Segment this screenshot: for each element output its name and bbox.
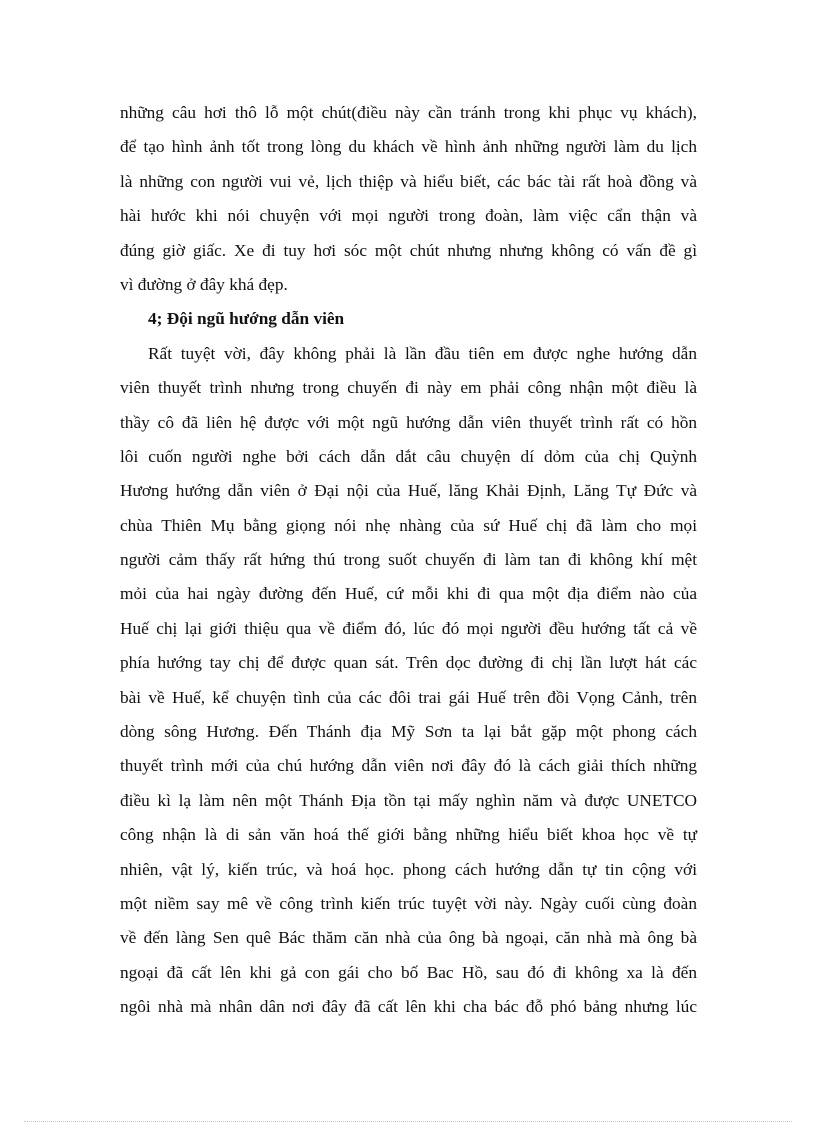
text-line: về đến làng Sen quê Bác thăm căn nhà của ông bà ngoại, căn nhà mà ông bà [120, 928, 697, 948]
text-line: phía hướng tay chị để được quan sát. Trên dọc đường đi chị lần lượt hát các [120, 653, 697, 673]
text-line: thuyết trình mới của chú hướng dẫn viên nơi đây đó là cách giải thích những [120, 756, 697, 776]
text-line: vì đường ở đây khá đẹp. [120, 274, 288, 294]
text-line: chùa Thiên Mụ bằng giọng nói nhẹ nhàng của sứ Huế chị đã làm cho mọi [120, 515, 697, 535]
text-line: Huế chị lại giới thiệu qua về điểm đó, lúc đó mọi người đều hướng tất cả về [120, 618, 697, 638]
section-heading: 4; Đội ngũ hướng dẫn viên [148, 309, 345, 329]
text-line: công nhận là di sản văn hoá thế giới bằng những hiểu biết khoa học về tự [120, 825, 697, 845]
text-line: là những con người vui vẻ, lịch thiệp và hiểu biết, các bác tài rất hoà đồng và [120, 171, 697, 191]
text-line: ngôi nhà mà nhân dân nơi đây đã cất lên khi cha bác đỗ phó bảng nhưng lúc [120, 997, 697, 1017]
text-line: đúng giờ giấc. Xe đi tuy hơi sóc một chút nhưng nhưng không có vấn đề gì [120, 240, 697, 260]
text-line: nhiên, vật lý, kiến trúc, và hoá học. phong cách hướng dẫn tự tin cộng với [120, 859, 697, 879]
text-line: hài hước khi nói chuyện với mọi người trong đoàn, làm việc cẩn thận và [120, 206, 697, 226]
text-line: Hương hướng dẫn viên ở Đại nội của Huế, lăng Khải Định, Lăng Tự Đức và [120, 481, 697, 501]
text-line: để tạo hình ảnh tốt trong lòng du khách về hình ảnh những người làm du lịch [120, 137, 697, 157]
text-line: lôi cuốn người nghe bởi cách dẫn dắt câu chuyện dí dỏm của chị Quỳnh [120, 446, 697, 466]
text-line: một niềm say mê về công trình kiến trúc tuyệt vời này. Ngày cuối cùng đoàn [120, 893, 697, 913]
section-paragraph [120, 337, 697, 1025]
text-line: viên thuyết trình nhưng trong chuyến đi này em phải công nhận một điều là [120, 378, 697, 398]
text-line: người cảm thấy rất hứng thú trong suốt chuyến đi làm tan đi không khí mệt [120, 550, 697, 570]
text-line: thầy cô đã liên hệ được với một ngũ hướng dẫn viên thuyết trình rất có hồn [120, 412, 697, 432]
text-line: những câu hơi thô lỗ một chút(điều này cần tránh trong khi phục vụ khách), [120, 103, 697, 122]
page-bottom-divider [24, 1121, 792, 1122]
text-line: điều kì lạ làm nên một Thánh Địa tồn tại mấy nghìn năm và được UNETCO [120, 790, 697, 810]
text-line: mỏi của hai ngày đường đến Huế, cứ mỗi khi đi qua một địa điểm nào của [120, 584, 697, 604]
text-line: bài về Huế, kể chuyện tình của các đôi trai gái Huế trên đồi Vọng Cảnh, trên [120, 687, 697, 707]
text-line: Rất tuyệt vời, đây không phải là lần đầu tiên em được nghe hướng dẫn [148, 343, 697, 363]
text-line: dòng sông Hương. Đến Thánh địa Mỹ Sơn ta lại bắt gặp một phong cách [120, 722, 697, 742]
document-body [120, 96, 697, 1025]
intro-paragraph [120, 96, 697, 302]
text-line: ngoại đã cất lên khi gả con gái cho bố Bac Hồ, sau đó đi không xa là đến [120, 962, 697, 982]
